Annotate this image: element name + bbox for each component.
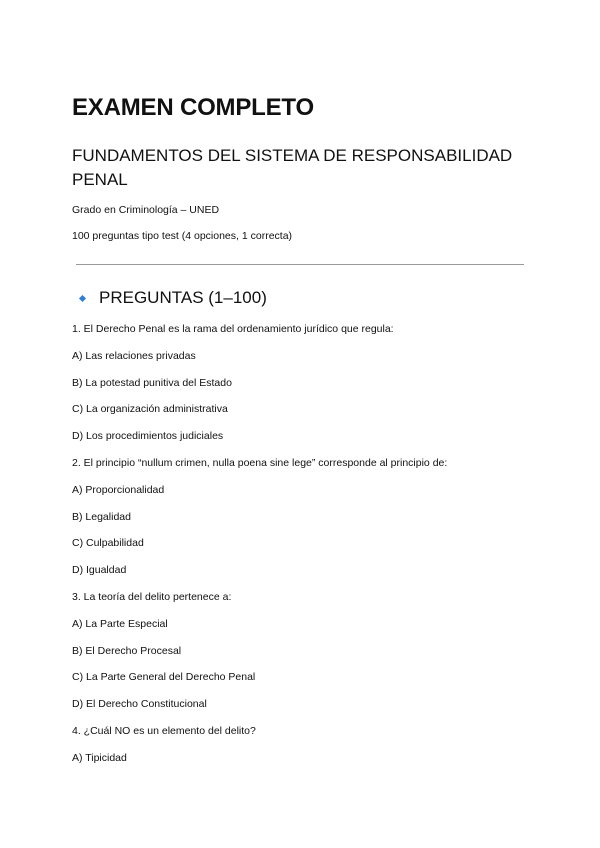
answer-option: C) Culpabilidad [72, 537, 144, 550]
answer-option: D) El Derecho Constitucional [72, 698, 207, 711]
question-prompt: 4. ¿Cuál NO es un elemento del delito? [72, 724, 256, 737]
answer-option: A) Proporcionalidad [72, 483, 165, 496]
answer-option: D) Igualdad [72, 564, 127, 577]
answer-option: B) La potestad punitiva del Estado [72, 376, 232, 389]
question-prompt: 1. El Derecho Penal es la rama del ordenamiento jurídico que regula: [72, 323, 394, 335]
answer-option: A) La Parte Especial [72, 617, 168, 630]
document-subtitle: FUNDAMENTOS DEL SISTEMA DE RESPONSABILIDAD PENAL [72, 146, 513, 189]
question-prompt: 2. El principio “nullum crimen, nulla poena sine lege” corresponde al principio de: [72, 456, 448, 469]
answer-option: B) El Derecho Procesal [72, 644, 182, 657]
answer-option: C) La organización administrativa [72, 403, 228, 416]
question-list [72, 319, 552, 775]
section-heading [78, 288, 267, 308]
answer-option: A) Las relaciones privadas [72, 349, 196, 362]
answer-option: C) La Parte General del Derecho Penal [72, 671, 256, 684]
horizontal-divider [76, 264, 524, 265]
answer-option: B) Legalidad [72, 510, 131, 523]
blue-diamond-icon [79, 294, 86, 301]
document-title: EXAMEN COMPLETO [72, 94, 314, 121]
course-line: Grado en Criminología – UNED [72, 204, 220, 216]
question-prompt: 3. La teoría del delito pertenece a: [72, 590, 232, 603]
answer-option: A) Tipicidad [72, 751, 127, 764]
answer-option: D) Los procedimientos judiciales [72, 430, 224, 443]
section-heading-label: PREGUNTAS (1–100) [99, 288, 267, 307]
exam-format-line: 100 preguntas tipo test (4 opciones, 1 correcta) [72, 230, 293, 242]
